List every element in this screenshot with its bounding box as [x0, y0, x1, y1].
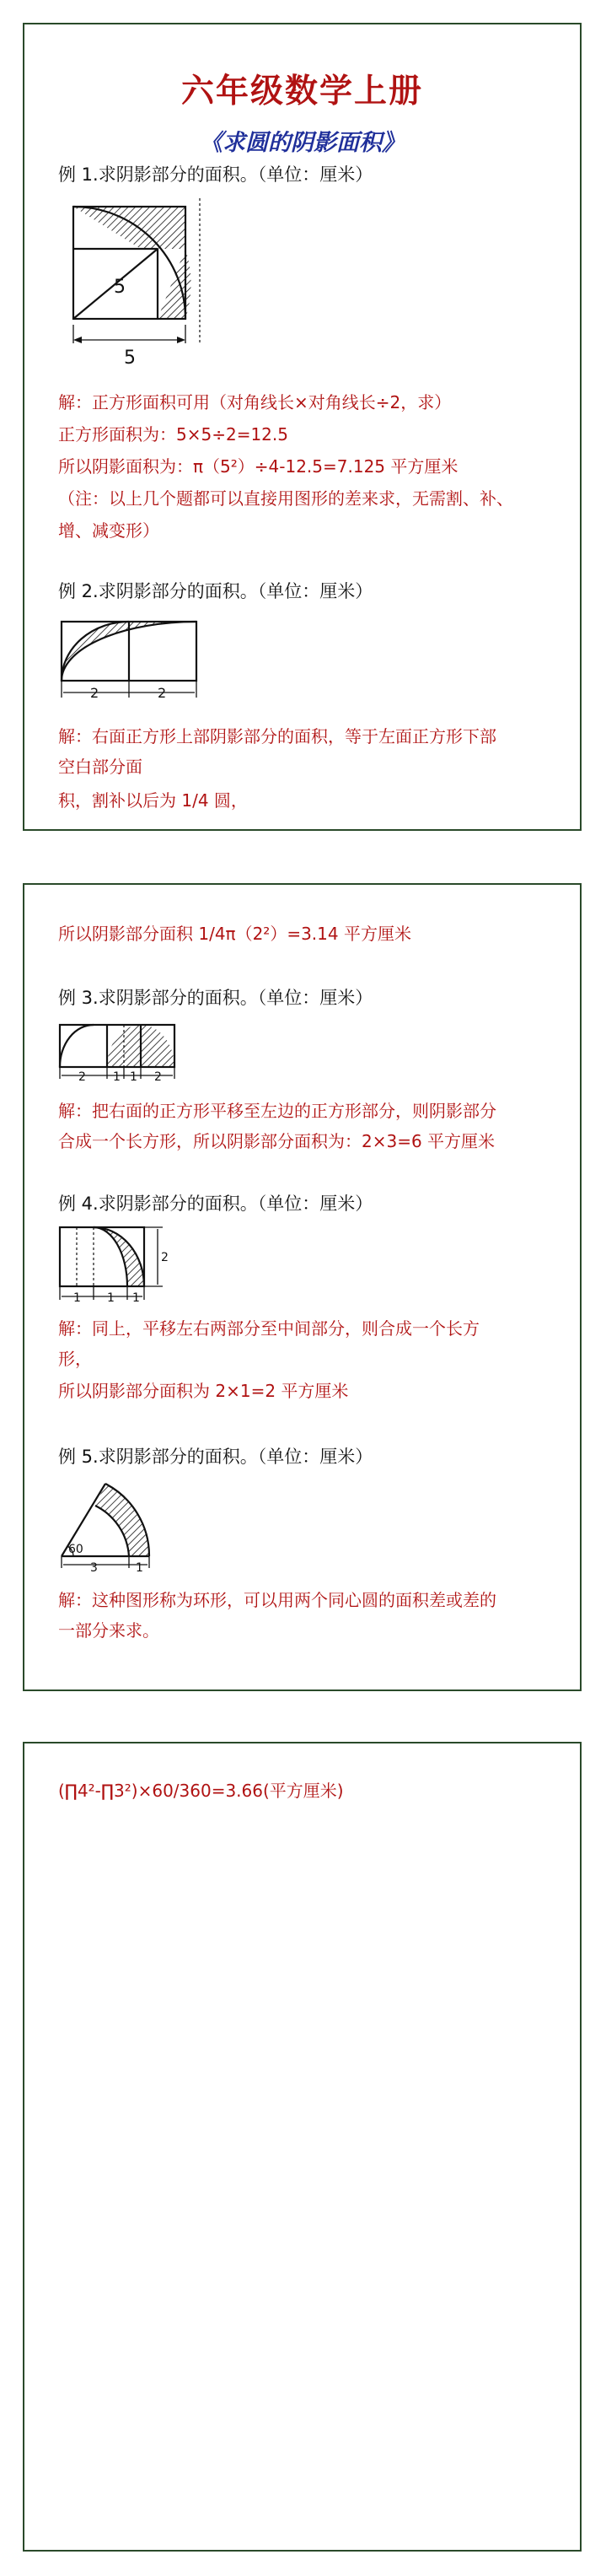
page-1	[23, 23, 582, 831]
page-2	[23, 883, 582, 1691]
figure-label: 2	[154, 1070, 162, 1084]
figure-label: 1	[73, 1291, 81, 1305]
figure-label: 5	[114, 277, 126, 298]
figure-label: 1	[113, 1070, 121, 1084]
example-1-figure	[65, 198, 225, 367]
solution-line: 正方形面积为：5×5÷2=12.5	[58, 424, 288, 445]
solution-line: 合成一个长方形，所以阴影部分面积为：2×3=6 平方厘米	[58, 1131, 496, 1151]
solution-line: 积，割补以后为 1/4 圆，	[58, 790, 248, 811]
solution-line: 一部分来求。	[58, 1620, 159, 1641]
solution-line: (∏4²-∏3²)×60/360=3.66(平方厘米)	[58, 1781, 344, 1801]
figure-label: 2	[158, 685, 167, 701]
solution-line: 解：右面正方形上部阴影部分的面积，等于左面正方形下部	[58, 726, 496, 746]
solution-line: （注：以上几个题都可以直接用图形的差来求，无需割、补、	[58, 488, 513, 509]
figure-label: 60	[68, 1543, 83, 1556]
example-3-figure	[60, 1018, 186, 1086]
solution-line: 解：正方形面积可用（对角线长×对角线长÷2，求）	[58, 392, 452, 412]
solution-line: 形，	[58, 1349, 92, 1369]
figure-label: 1	[130, 1070, 137, 1084]
example-3-question: 例 3.求阴影部分的面积。（单位：厘米）	[58, 988, 373, 1008]
figure-label: 2	[90, 685, 99, 701]
figure-label: 1	[132, 1291, 140, 1305]
figure-label: 2	[161, 1251, 169, 1264]
solution-line: 解：这种图形称为环形，可以用两个同心圆的面积差或差的	[58, 1590, 496, 1610]
page-subtitle: 《求圆的阴影面积》	[200, 130, 405, 156]
solution-line: 空白部分面	[58, 757, 142, 777]
page-3	[23, 1742, 582, 2552]
example-2-figure	[62, 615, 213, 708]
figure-label: 3	[90, 1561, 98, 1575]
example-5-question: 例 5.求阴影部分的面积。（单位：厘米）	[58, 1447, 373, 1467]
solution-line: 所以阴影部分面积 1/4π（2²）=3.14 平方厘米	[58, 924, 411, 944]
figure-label: 5	[124, 348, 136, 369]
example-5-figure	[62, 1475, 163, 1573]
example-1-question: 例 1.求阴影部分的面积。（单位：厘米）	[58, 164, 373, 185]
solution-line: 解：同上，平移左右两部分至中间部分，则合成一个长方	[58, 1318, 480, 1339]
page-title: 六年级数学上册	[180, 73, 423, 110]
solution-line: 增、减变形）	[58, 520, 159, 541]
figure-label: 2	[78, 1070, 86, 1084]
example-2-question: 例 2.求阴影部分的面积。（单位：厘米）	[58, 581, 373, 601]
solution-line: 所以阴影面积为：π（5²）÷4-12.5=7.125 平方厘米	[58, 456, 459, 477]
figure-label: 1	[107, 1291, 115, 1305]
figure-label: 1	[136, 1561, 143, 1575]
example-4-question: 例 4.求阴影部分的面积。（单位：厘米）	[58, 1194, 373, 1214]
example-4-figure	[60, 1221, 178, 1305]
solution-line: 所以阴影部分面积为 2×1=2 平方厘米	[58, 1381, 349, 1401]
solution-line: 解：把右面的正方形平移至左边的正方形部分，则阴影部分	[58, 1101, 496, 1121]
